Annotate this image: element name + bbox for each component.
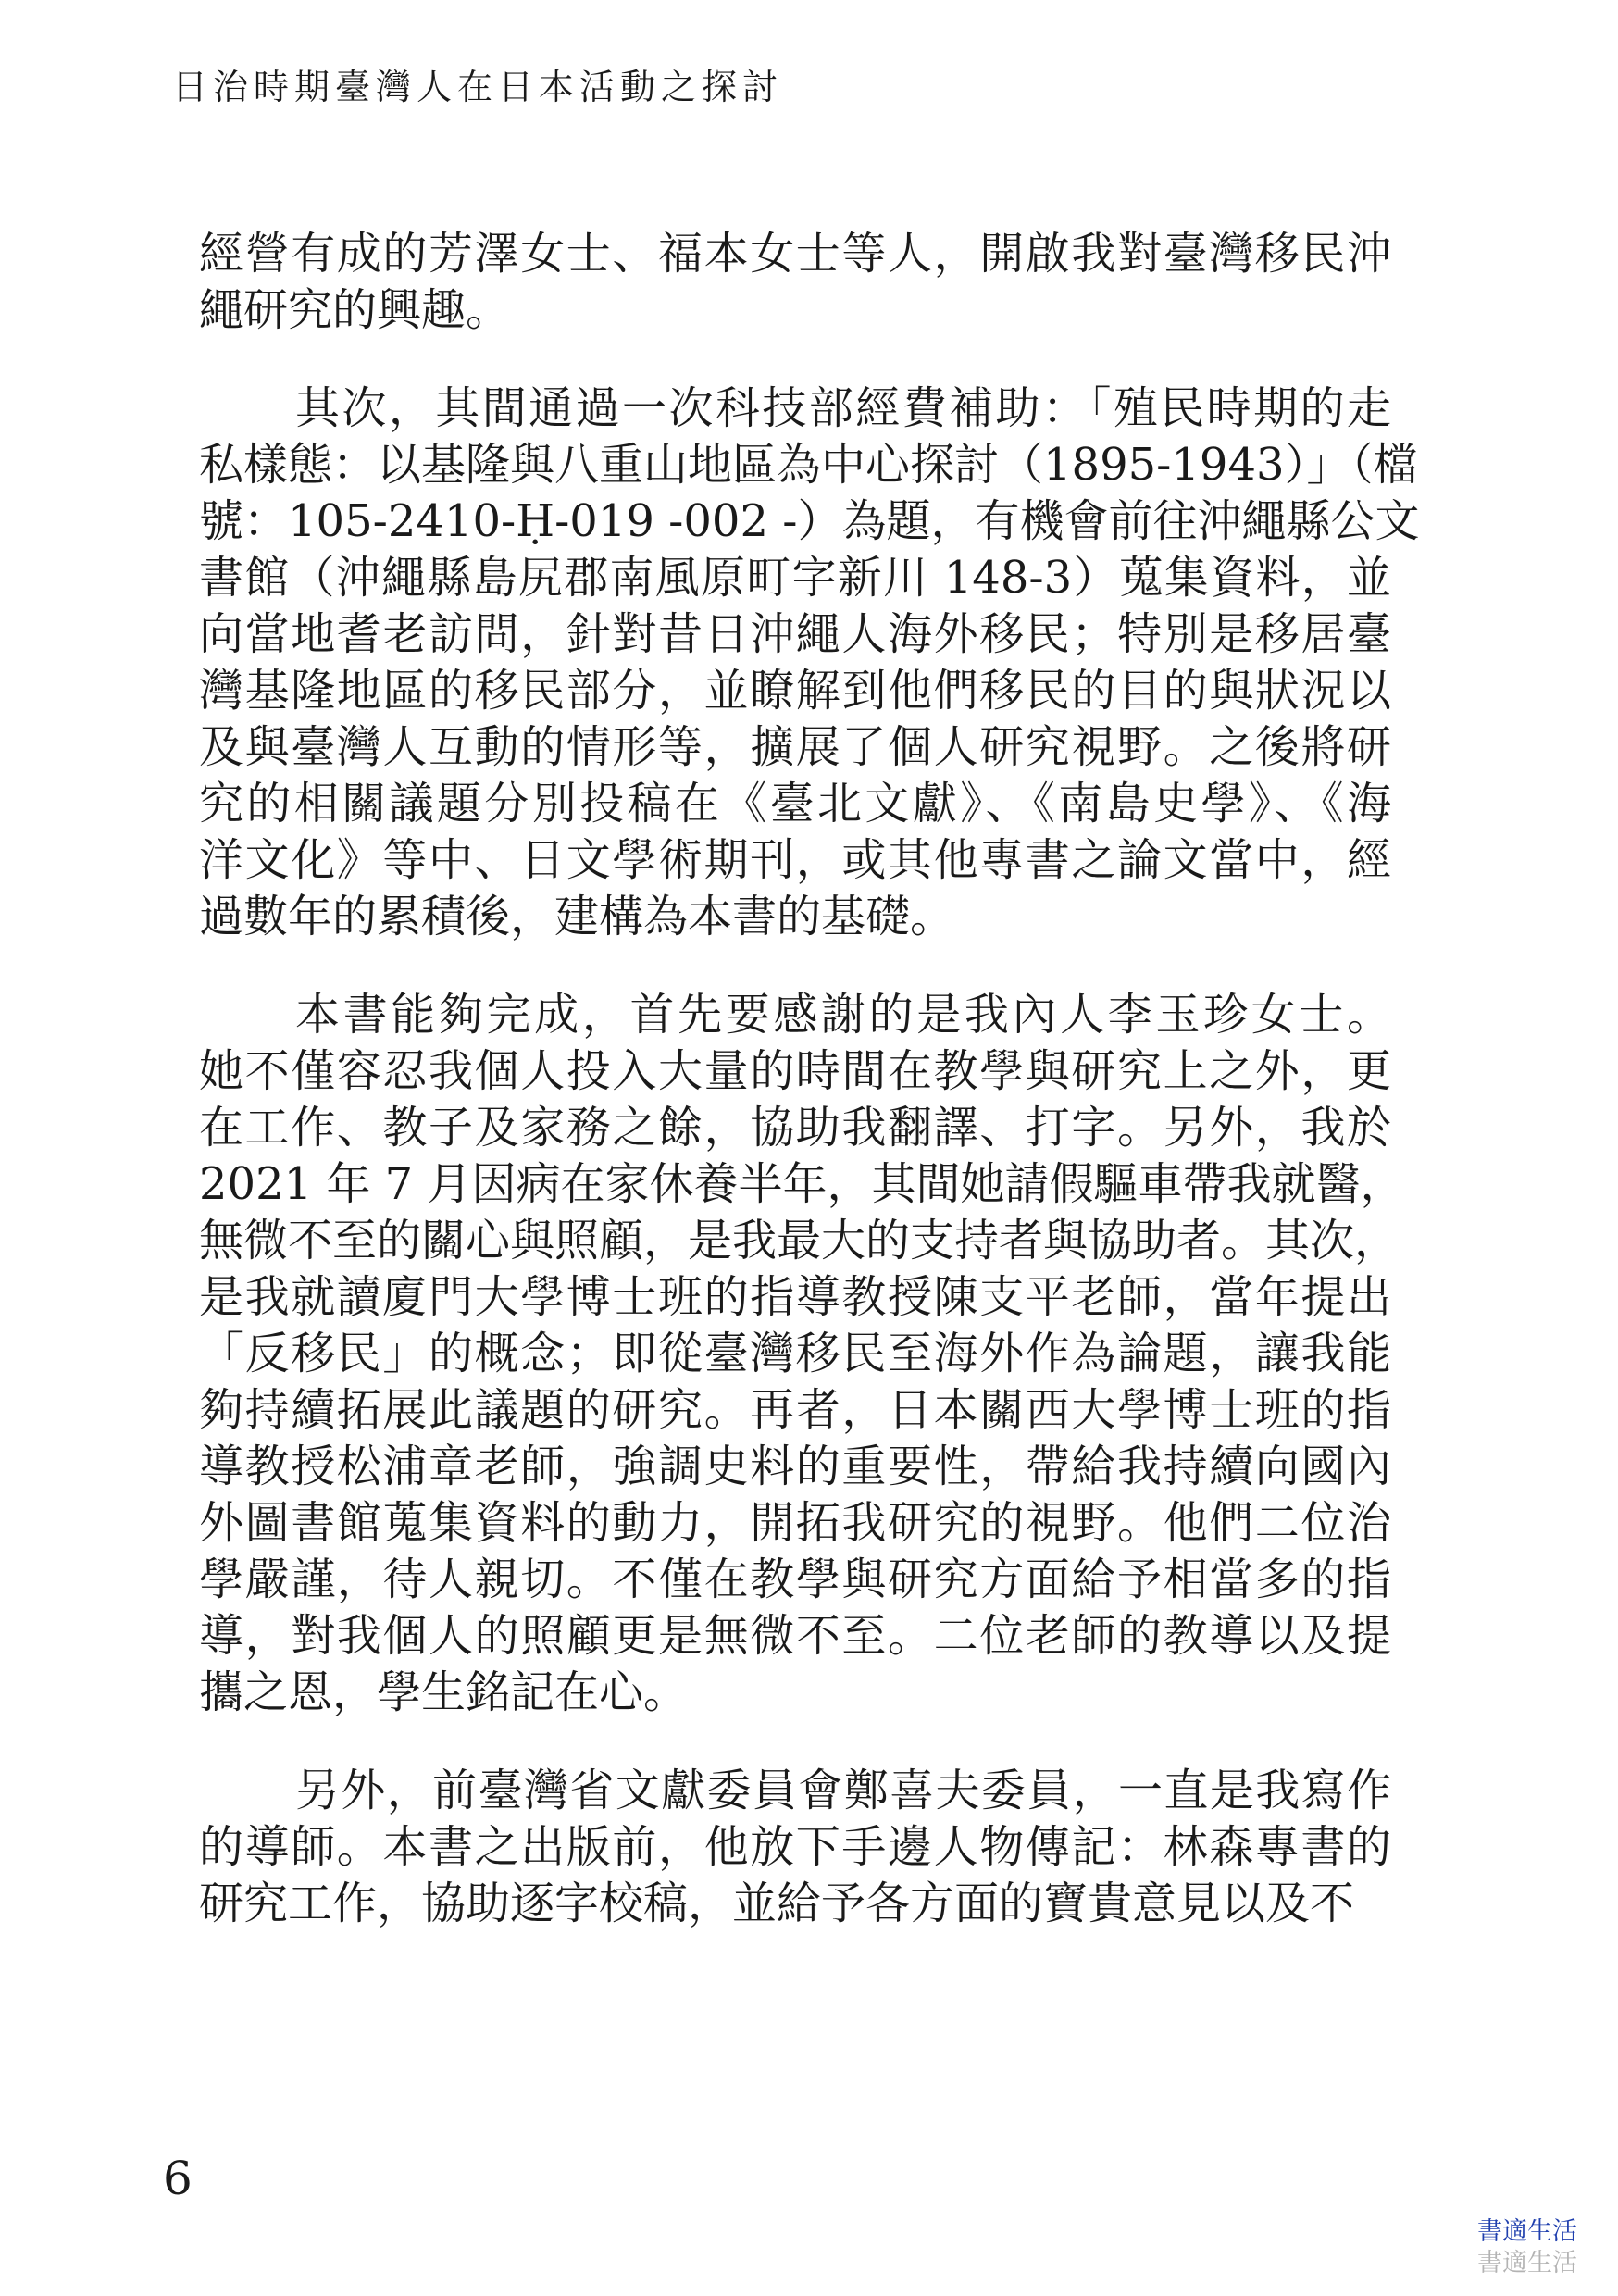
- paragraph: [199, 381, 1420, 945]
- text-line: 攜之恩，學生銘記在心。: [199, 1666, 689, 1718]
- text-line: 外圖書館蒐集資料的動力，開拓我研究的視野。他們二位治: [199, 1497, 1391, 1549]
- text-line: 她不僅容忍我個人投入大量的時間在教學與研究上之外，更: [199, 1045, 1391, 1097]
- text-line: 另外，前臺灣省文獻委員會鄭喜夫委員，一直是我寫作: [295, 1765, 1391, 1816]
- text-line: 過數年的累積後，建構為本書的基礎。: [199, 891, 955, 942]
- text-line: 研究工作，協助逐字校稿，並給予各方面的寶貴意見以及不: [199, 1878, 1355, 1929]
- paragraph: [199, 987, 1405, 1721]
- watermark-line-1: 書適生活: [1477, 2217, 1577, 2246]
- watermark-line-2: 書適生活: [1477, 2249, 1577, 2277]
- text-line: 是我就讀廈門大學博士班的指導教授陳支平老師，當年提出: [199, 1271, 1391, 1323]
- text-line: 夠持續拓展此議題的研究。再者，日本關西大學博士班的指: [199, 1384, 1391, 1436]
- page-number: 6: [163, 2152, 193, 2205]
- text-line: 「反移民」的概念；即從臺灣移民至海外作為論題，讓我能: [199, 1328, 1391, 1379]
- text-line: 洋文化》等中、日文學術期刊，或其他專書之論文當中，經: [199, 834, 1391, 886]
- text-line: 灣基隆地區的移民部分，並瞭解到他們移民的目的與狀況以: [199, 665, 1391, 717]
- text-line: 其次，其間通過一次科技部經費補助：「殖民時期的走: [295, 382, 1391, 434]
- text-line: 私樣態：以基隆與八重山地區為中心探討（1895-1943）」（檔: [199, 439, 1418, 491]
- text-line: 學嚴謹，待人親切。不僅在教學與研究方面給予相當多的指: [199, 1554, 1391, 1605]
- text-line: 經營有成的芳澤女士、福本女士等人，開啟我對臺灣移民沖: [199, 228, 1391, 280]
- text-line: 無微不至的關心與照顧，是我最大的支持者與協助者。其次，: [199, 1215, 1400, 1267]
- text-line: 導教授松浦章老師，強調史料的重要性，帶給我持續向國內: [199, 1441, 1391, 1492]
- text-line: 2021 年 7 月因病在家休養半年，其間她請假驅車帶我就醫，: [199, 1158, 1405, 1210]
- text-line: 向當地耆老訪問，針對昔日沖繩人海外移民；特別是移居臺: [199, 608, 1391, 660]
- text-line: 究的相關議題分別投稿在《臺北文獻》、《南島史學》、《海: [199, 778, 1391, 830]
- paragraph: [199, 1763, 1391, 1932]
- body-text: [199, 226, 1420, 1974]
- text-line: 本書能夠完成，首先要感謝的是我內人李玉珍女士。: [295, 989, 1391, 1041]
- text-line: 書館（沖繩縣島尻郡南風原町字新川 148-3）蒐集資料，並: [199, 552, 1391, 604]
- running-head: 日治時期臺灣人在日本活動之探討: [172, 67, 784, 107]
- text-line: 在工作、教子及家務之餘，協助我翻譯、打字。另外，我於: [199, 1102, 1391, 1154]
- text-line: 導，對我個人的照顧更是無微不至。二位老師的教導以及提: [199, 1610, 1391, 1662]
- text-line: 及與臺灣人互動的情形等，擴展了個人研究視野。之後將研: [199, 721, 1391, 773]
- watermark: [1477, 2216, 1577, 2279]
- text-line: 號：105-2410-Ḥ-019 -002 -）為題，有機會前往沖繩縣公文: [199, 495, 1420, 547]
- text-line: 繩研究的興趣。: [199, 284, 511, 336]
- text-line: 的導師。本書之出版前，他放下手邊人物傳記：林森專書的: [199, 1821, 1391, 1873]
- paragraph: [199, 226, 1391, 339]
